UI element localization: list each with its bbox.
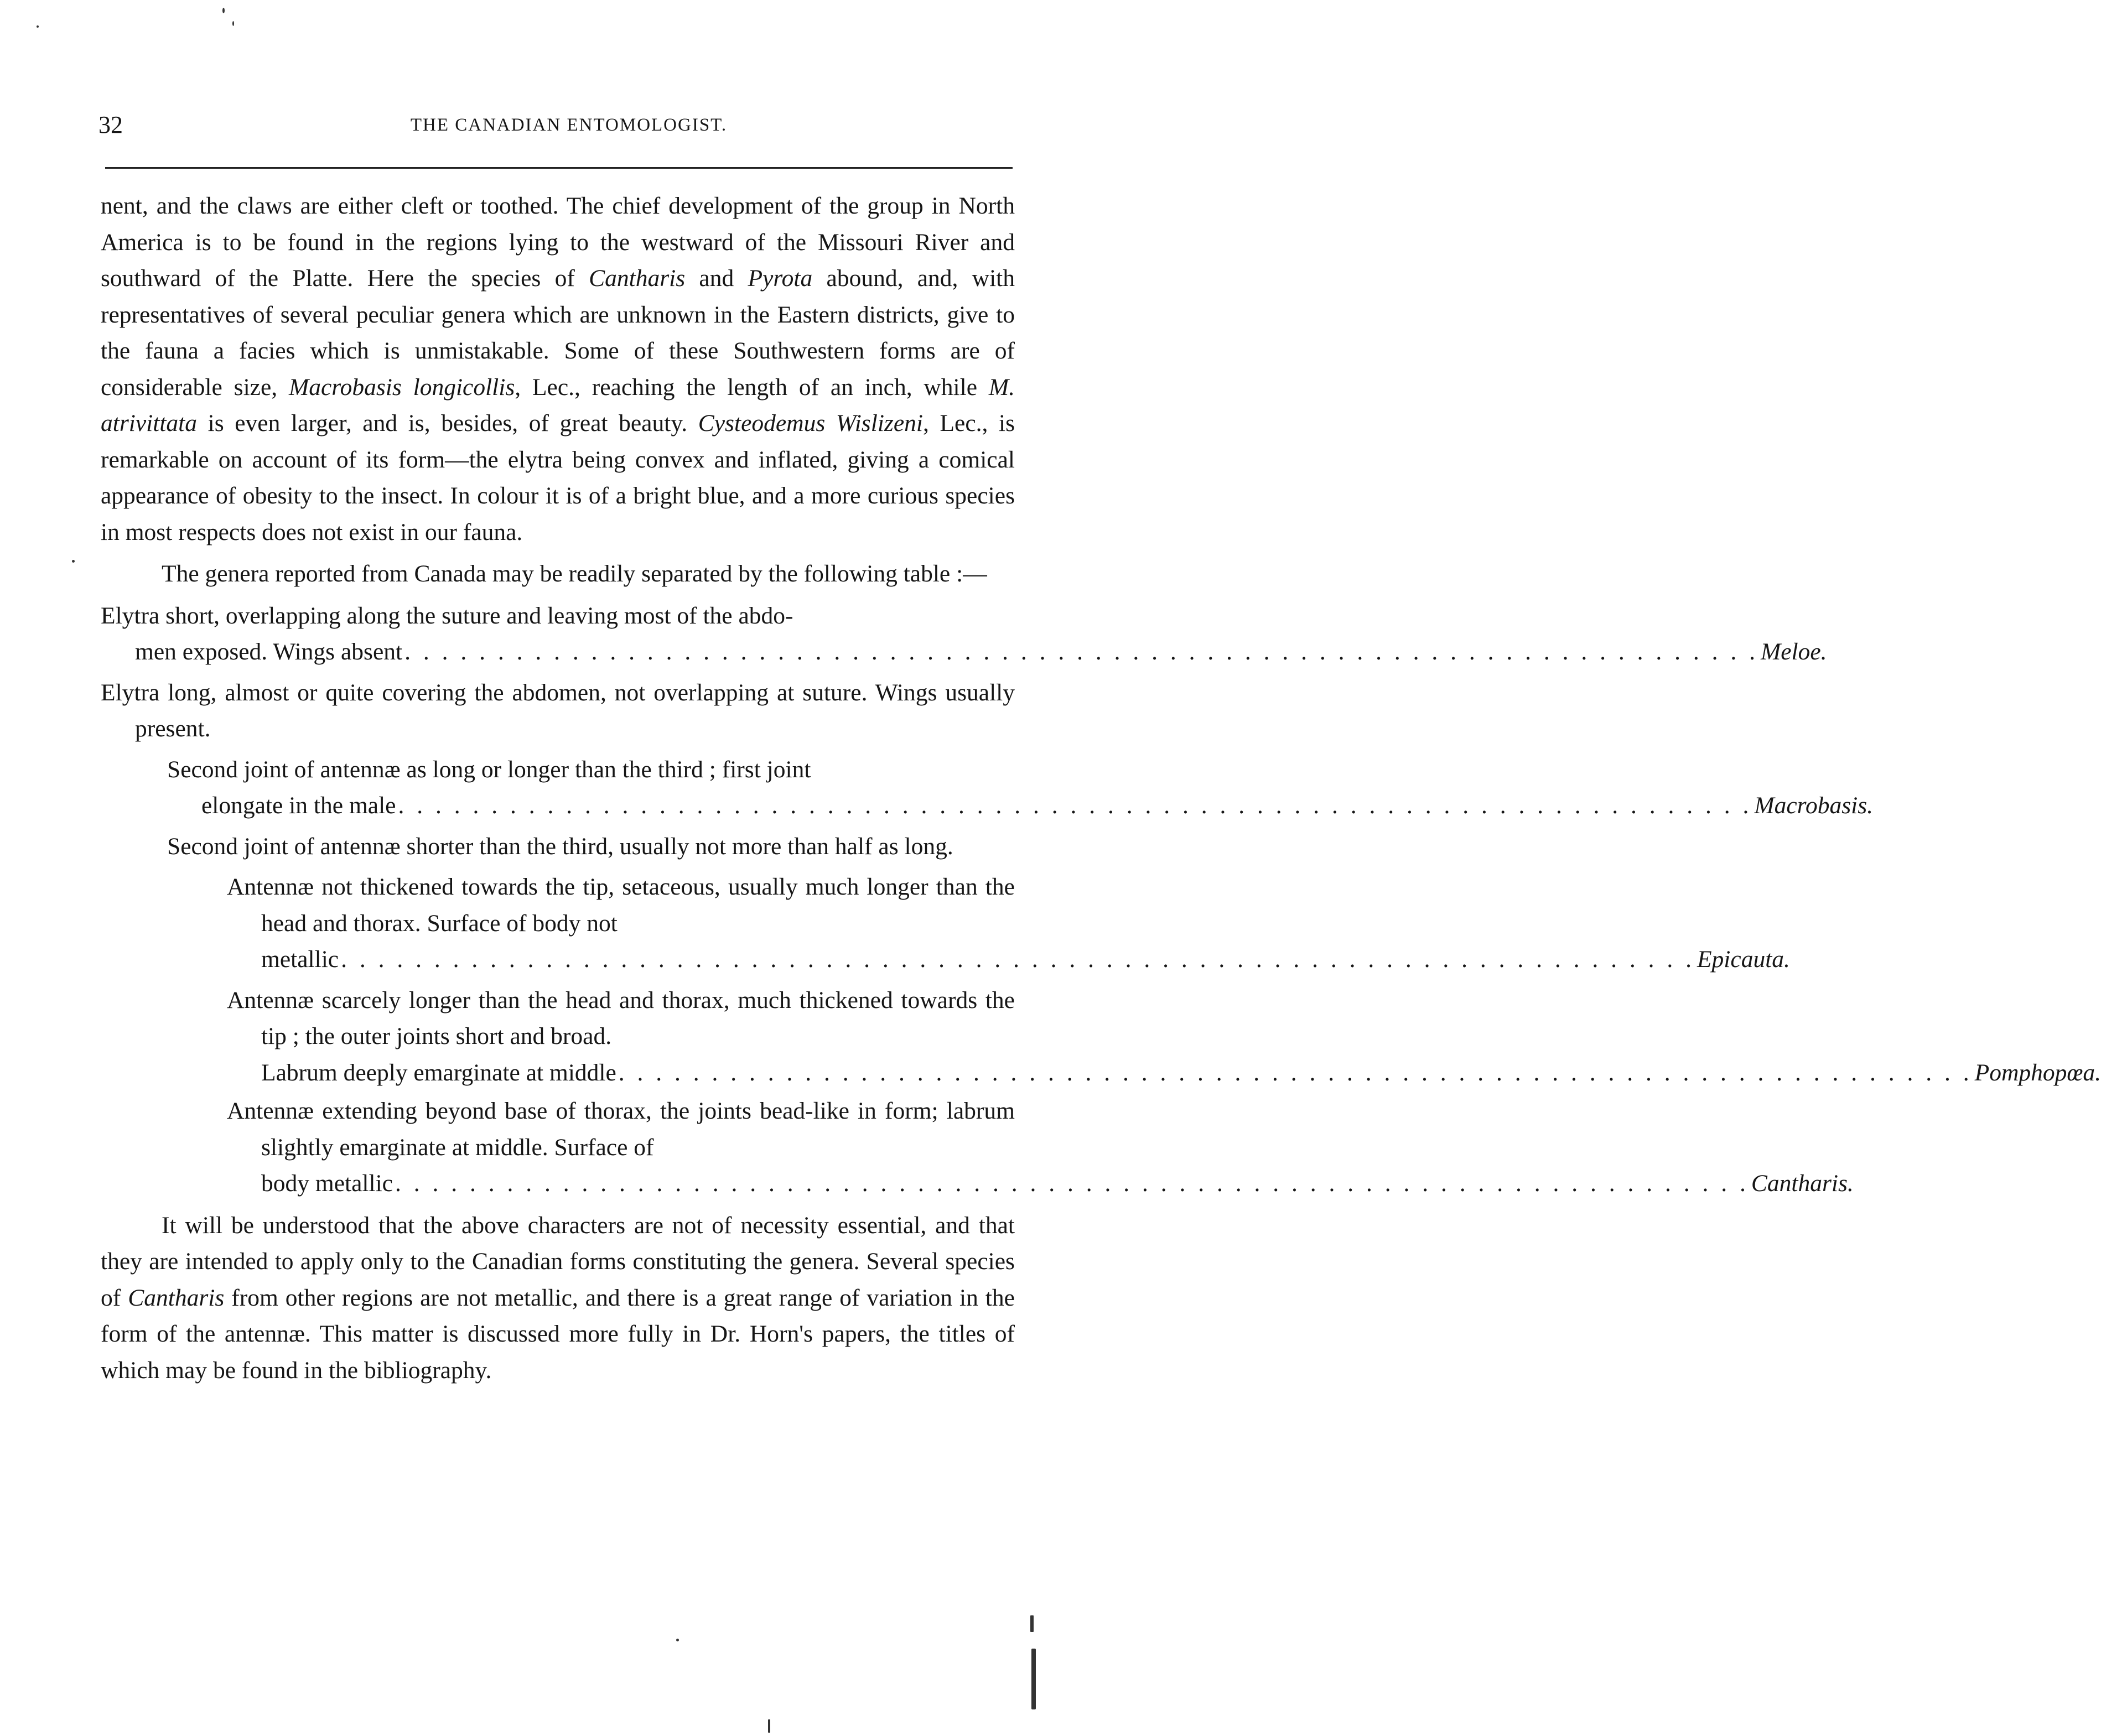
text-run: from other regions are not metallic, and there is a great range of variation in the form of the antennæ. This matter is discussed more fully in Dr. Horn's papers, the titles of which may be found in the bibliography. (101, 1284, 1015, 1384)
leader-row (261, 1166, 1854, 1202)
scan-speck (1031, 1649, 1036, 1709)
key-inner (227, 983, 2101, 1092)
page-number: 32 (98, 111, 123, 138)
key-entry-macrobasis (101, 752, 1874, 824)
scan-speck (37, 25, 39, 28)
key-text: elongate in the male (201, 792, 396, 819)
genus-name: Cantharis. (1751, 1170, 1854, 1197)
paragraph-2: The genera reported from Canada may be readily separated by the following table :— (162, 560, 987, 587)
key-text: Labrum deeply emarginate at middle (261, 1059, 616, 1086)
key-entry-cantharis (101, 1093, 1854, 1202)
key-text: Second joint of antennæ as long or longer than the third ; first joint (167, 756, 811, 783)
species-name: Macrobasis longicollis (288, 373, 515, 401)
genus-name: Cantharis (589, 265, 686, 292)
scan-speck (1030, 1615, 1034, 1632)
key-text: Antennæ extending beyond base of thorax, the joints bead-like in form; labrum slightly emarginate at middle. Surface of (227, 1098, 1015, 1161)
text-run: and (685, 265, 748, 292)
key-text: body metallic (261, 1170, 393, 1197)
genus-name: Epicauta. (1697, 946, 1790, 973)
leader-dots: . . . . . . . . . . . . . . . . . . . . . . . . . . . . . . . . . . . . . . . . . . . . . . . . . . . . . . . . . . . . . . . . . . . . . . . . . (341, 946, 1695, 973)
text-run: abound, and, with representatives of several peculiar genera which are unknown in the Eastern districts, give to the fauna a facies which is unmistakable. Some of these Southwestern forms are of considerable size, (101, 265, 1015, 401)
text-run: nent, and the claws are either cleft or toothed. The chief development of the group in North America is to be found in the regions lying to the westward of the Missouri River and southward of the Platte. Here the species of (101, 193, 1015, 292)
key-entry-epicauta (101, 869, 1790, 978)
leader-row (201, 788, 1874, 824)
key-text: Second joint of antennæ shorter than the third, usually not more than half as long. (167, 833, 953, 860)
paragraph-1 (101, 188, 1015, 550)
genus-name: Macrobasis. (1754, 792, 1874, 819)
running-title: THE CANADIAN ENTOMOLOGIST. (410, 115, 728, 135)
species-name: Cysteodemus Wislizeni (698, 410, 923, 436)
key-text: Antennæ not thickened towards the tip, setaceous, usually much longer than the head and thorax. Surface of body not (227, 874, 1015, 937)
scan-speck (676, 1639, 679, 1641)
key-inner (227, 1093, 1854, 1202)
text-run: , Lec., is remarkable on account of its form—the elytra being convex and inflated, giving a comical appearance of obesity to the insect. In colour it is of a bright blue, and a more curious species in most respects does not exist in our fauna. (101, 410, 1015, 545)
leader-dots: . . . . . . . . . . . . . . . . . . . . . . . . . . . . . . . . . . . . . . . . . . . . . . . . . . . . . . . . . . . . . . . . . . . . . . . . . (618, 1059, 1973, 1086)
leader-row (261, 942, 1790, 978)
key-text: Antennæ scarcely longer than the head and thorax, much thickened towards the tip ; the outer joints short and broad. (227, 986, 1015, 1049)
key-text: men exposed. Wings absent (135, 638, 403, 665)
header-rule (105, 167, 1013, 169)
key-table (101, 598, 2101, 1202)
genus-name: Pyrota (748, 265, 813, 292)
scan-speck (222, 8, 225, 13)
key-text: metallic (261, 946, 339, 973)
scan-speck (232, 21, 234, 26)
scan-speck (72, 560, 75, 563)
genus-name: Cantharis (128, 1284, 225, 1311)
key-entry-pomphopoea (101, 983, 2101, 1092)
key-entry-elytra-long: Elytra long, almost or quite covering the abdomen, not overlapping at suture. Wings usually present. (101, 679, 1015, 742)
key-entry-second-shorter (101, 829, 1015, 865)
key-inner (167, 752, 1874, 824)
scan-speck (768, 1719, 770, 1733)
text-run: It will be understood that the above characters are not of necessity essential, and that they are intended to apply only to the Canadian forms constituting the genera. Several species of (101, 1212, 1015, 1311)
text-run: , Lec., reaching the length of an inch, while (515, 373, 989, 401)
genus-name: Pomphopœa. (1974, 1059, 2101, 1086)
leader-dots: . . . . . . . . . . . . . . . . . . . . . . . . . . . . . . . . . . . . . . . . . . . . . . . . . . . . . . . . . . . . . . . . . . . . . . . . . (395, 1170, 1749, 1197)
genus-name: Meloe. (1760, 638, 1827, 665)
leader-dots: . . . . . . . . . . . . . . . . . . . . . . . . . . . . . . . . . . . . . . . . . . . . . . . . . . . . . . . . . . . . . . . . . . . . . . . . . (404, 638, 1758, 665)
key-entry-meloe (101, 598, 1827, 671)
leader-row (261, 1055, 2101, 1092)
leader-dots: . . . . . . . . . . . . . . . . . . . . . . . . . . . . . . . . . . . . . . . . . . . . . . . . . . . . . . . . . . . . . . . . . . . . . . . . . (398, 792, 1752, 819)
species-name: M. atrivittata (101, 373, 1015, 436)
key-text: Elytra short, overlapping along the suture and leaving most of the abdo- (101, 602, 793, 629)
text-run: is even larger, and is, besides, of great beauty. (197, 410, 698, 436)
key-inner (227, 869, 1790, 978)
page-header (98, 108, 1017, 142)
leader-row (135, 634, 1827, 671)
page-body (101, 188, 2101, 1389)
paragraph-3 (101, 1208, 1015, 1389)
